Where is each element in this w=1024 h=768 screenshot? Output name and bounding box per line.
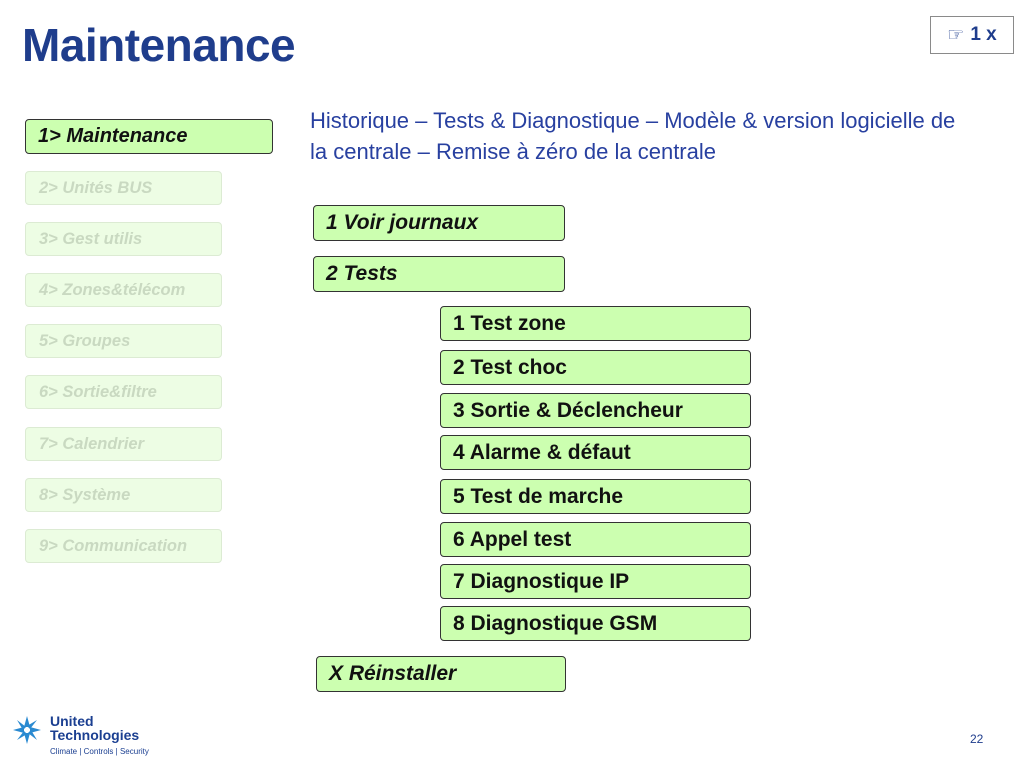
sidebar-item-label: 4> Zones&télécom: [39, 280, 186, 299]
logo-line-1: United: [50, 713, 94, 729]
sidebar-item-label: 7> Calendrier: [39, 434, 145, 453]
reinstaller-button[interactable]: X Réinstaller: [316, 656, 566, 692]
step-label: 1 x: [970, 24, 997, 45]
sidebar-item-unites-bus[interactable]: [25, 171, 222, 205]
sidebar-item-label: 2> Unités BUS: [39, 178, 153, 197]
diagnostique-ip-button[interactable]: 7 Diagnostique IP: [440, 564, 751, 599]
page-title: Maintenance: [22, 19, 296, 71]
sidebar-item-communication[interactable]: [25, 529, 222, 563]
sidebar-item-label: 6> Sortie&filtre: [39, 382, 157, 401]
voir-journaux-button[interactable]: 1 Voir journaux: [313, 205, 565, 241]
sidebar-item-label: 1> Maintenance: [38, 125, 188, 147]
tests-button[interactable]: 2 Tests: [313, 256, 565, 292]
test-choc-button[interactable]: 2 Test choc: [440, 350, 751, 385]
sidebar-item-label: 5> Groupes: [39, 331, 131, 350]
diagnostique-gsm-button[interactable]: 8 Diagnostique GSM: [440, 606, 751, 641]
appel-test-button[interactable]: 6 Appel test: [440, 522, 751, 557]
logo-text: [50, 714, 149, 759]
sidebar-item-label: 9> Communication: [39, 536, 188, 555]
pointing-hand-icon: ☞: [947, 24, 965, 46]
sidebar-item-calendrier[interactable]: [25, 427, 222, 461]
sidebar-item-label: 8> Système: [39, 485, 131, 504]
sidebar-item-gest-utilis[interactable]: [25, 222, 222, 256]
sidebar-item-systeme[interactable]: [25, 478, 222, 512]
sidebar-item-groupes[interactable]: [25, 324, 222, 358]
sortie-declencheur-button[interactable]: 3 Sortie & Déclencheur: [440, 393, 751, 428]
sidebar-item-maintenance[interactable]: [25, 119, 273, 154]
logo-line-3: Climate | Controls | Security: [50, 747, 149, 756]
sidebar-item-zones-telecom[interactable]: [25, 273, 222, 307]
menu-description: Historique – Tests & Diagnostique – Modèle & version logicielle de la centrale – Remise à zéro de la centrale: [310, 108, 956, 164]
logo-line-2: Technologies: [50, 727, 140, 743]
sidebar-item-sortie-filtre[interactable]: [25, 375, 222, 409]
sidebar-item-label: 3> Gest utilis: [39, 229, 143, 248]
test-zone-button[interactable]: 1 Test zone: [440, 306, 751, 341]
step-indicator: [930, 16, 1014, 54]
page-number: 22: [970, 732, 984, 746]
test-de-marche-button[interactable]: 5 Test de marche: [440, 479, 751, 514]
alarme-defaut-button[interactable]: 4 Alarme & défaut: [440, 435, 751, 470]
